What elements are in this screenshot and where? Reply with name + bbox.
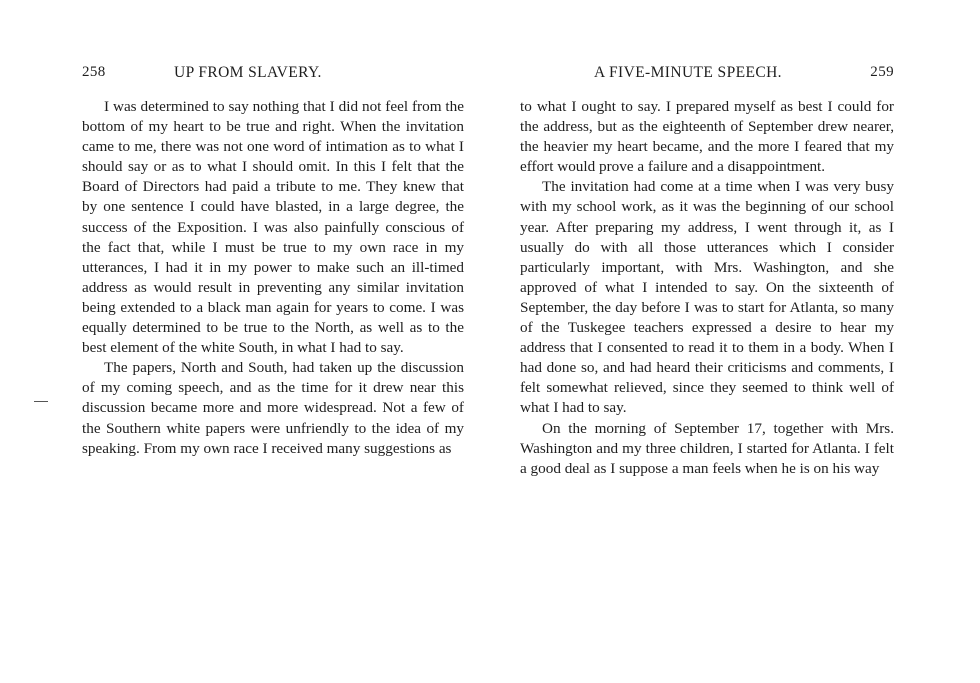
left-running-head: [82, 64, 464, 86]
right-paragraph-3: On the morning of September 17, together with Mrs. Washington and my three children, I started for Atlanta. I felt a good deal as I suppose a man feels when he is on his way: [520, 419, 894, 477]
right-running-head: [520, 64, 894, 86]
margin-mark: [34, 401, 48, 402]
left-running-title: UP FROM SLAVERY.: [174, 64, 322, 81]
left-page-number: 258: [82, 64, 106, 80]
right-page-number: 259: [870, 64, 894, 80]
right-paragraph-2: The invitation had come at a time when I was very busy with my school work, as it was the beginning of our school year. After preparing my address, I went through it, as I usually do with all those utterances which I consider particularly important, with Mrs. Washington, and she approved of what I intended to say. On the sixteenth of September, the day before I was to start for Atlanta, so many of the Tuskegee teachers expressed a desire to hear my address that I consented to read it to them in a body. When I had done so, and had heard their criticisms and comments, I felt somewhat relieved, since they seemed to think well of what I had to say.: [520, 178, 894, 417]
right-running-title: A FIVE-MINUTE SPEECH.: [594, 64, 782, 81]
left-paragraph-2: The papers, North and South, had taken up the discussion of my coming speech, and as the time for it drew near this discussion became more and more widespread. Not a few of the Southern white papers were unfriendly to the idea of my speaking. From my own race I received many suggestions as: [82, 359, 464, 457]
right-paragraph-1: to what I ought to say. I prepared myself as best I could for the address, but as the eighteenth of September drew nearer, the heavier my heart became, and the more I feared that my effort would prove a failure and a disappointment.: [520, 98, 894, 176]
left-paragraph-1: I was determined to say nothing that I did not feel from the bottom of my heart to be true and right. When the invitation came to me, there was not one word of intimation as to what I should say or as to what I should omit. In this I felt that the Board of Directors had paid a tribute to me. They knew that by one sentence I could have blasted, in a large degree, the success of the Exposition. I was also painfully conscious of the fact that, while I must be true to my own race in my utterances, I had it in my power to make such an ill-timed address as would result in preventing any similar invitation being extended to a black man again for years to come. I was equally determined to be true to the North, as well as to the best element of the white South, in what I had to say.: [82, 98, 464, 357]
right-text-block: [520, 97, 894, 479]
left-text-block: [82, 97, 464, 459]
